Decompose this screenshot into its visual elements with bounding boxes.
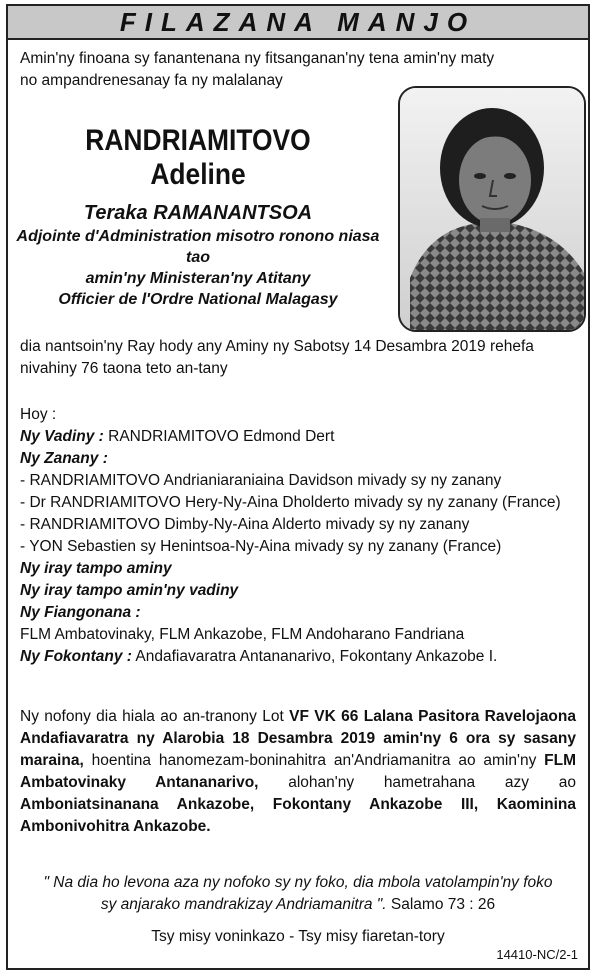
obituary-frame (6, 4, 590, 970)
funeral-text: hoentina hanomezam-boninahitra an'Andriamanitra ao amin'ny (83, 752, 545, 769)
funeral-details (20, 706, 576, 838)
deceased-title: amin'ny Ministeran'ny Atitany (85, 270, 311, 287)
family-list (20, 404, 576, 668)
death-notice-line: nivahiny 76 taona teto an-tany (20, 360, 228, 377)
scripture-quote (20, 872, 576, 916)
church-value: FLM Ambatovinaky, FLM Ankazobe, FLM Andoharano Fandriana (20, 626, 465, 643)
deceased-given-name: Adeline (150, 158, 246, 191)
spouse-row (20, 426, 576, 448)
spouse-value: RANDRIAMITOVO Edmond Dert (103, 428, 335, 445)
quote-line (20, 894, 576, 916)
reference-code: 14410-NC/2-1 (496, 947, 578, 962)
spouse-label: Ny Vadiny : (20, 428, 104, 445)
intro-line: no ampandrenesanay fa ny malalanay (20, 72, 283, 89)
fokontany-value: Andafiavaratra Antananarivo, Fokontany Ankazobe I. (131, 648, 498, 665)
deceased-maiden-name: Teraka RAMANANTSOA (83, 202, 313, 224)
deceased-title: Adjointe d'Administration misotro ronono niasa tao (16, 228, 380, 266)
portrait-image (400, 88, 584, 330)
child-item: - Dr RANDRIAMITOVO Hery-Ny-Aina Dholderto mivady sy ny zanany (France) (20, 494, 561, 511)
funeral-text: Ny nofony dia hiala ao an-tranony Lot (20, 708, 290, 725)
church-label: Ny Fiangonana : (20, 604, 141, 621)
funeral-church: FLM Ambatovinaky Antananarivo, (20, 752, 576, 791)
death-notice (20, 336, 576, 380)
children-label: Ny Zanany : (20, 450, 108, 467)
deceased-surname: RANDRIAMITOVO (85, 124, 311, 157)
fokontany-label: Ny Fokontany : (20, 648, 132, 665)
child-item: - RANDRIAMITOVO Dimby-Ny-Aina Alderto mivady sy ny zanany (20, 516, 470, 533)
child-item: - YON Sebastien sy Henintsoa-Ny-Aina mivady sy ny zanany (France) (20, 538, 502, 555)
spouse-siblings-label: Ny iray tampo amin'ny vadiny (20, 582, 239, 599)
child-item: - RANDRIAMITOVO Andrianiaraniaina Davidson mivady sy ny zanany (20, 472, 502, 489)
portrait-photo (398, 86, 586, 332)
hoy-label: Hoy : (20, 406, 57, 423)
quote-citation: Salamo 73 : 26 (386, 896, 496, 913)
header-title: FILAZANA MANJO (119, 6, 477, 37)
deceased-block (8, 124, 388, 310)
funeral-text: alohan'ny hametrahana azy ao (258, 774, 576, 791)
funeral-address: VF VK 66 Lalana Pasitora Ravelojaona Andafiavaratra ny Alarobia 18 Desambra 2019 amin'ny 6 ora sy sasany maraina, (20, 708, 576, 769)
intro-line: Amin'ny finoana sy fanantenana ny fitsanganan'ny tena amin'ny maty (20, 50, 495, 67)
quote-line: " Na dia ho levona aza ny nofoko sy ny foko, dia mbola vatolampin'ny foko (43, 874, 553, 891)
deceased-title: Officier de l'Ordre National Malagasy (58, 291, 338, 308)
burial-place: Amboniatsinanana Ankazobe, Fokontany Ankazobe III, Kaominina Ambonivohitra Ankazobe. (20, 796, 576, 835)
closing-note: Tsy misy voninkazo - Tsy misy fiaretan-tory (151, 928, 445, 945)
header-banner (8, 6, 588, 40)
quote-text: sy anjarako mandrakizay Andriamanitra ". (100, 896, 387, 913)
siblings-label: Ny iray tampo aminy (20, 560, 172, 577)
death-notice-line: dia nantsoin'ny Ray hody any Aminy ny Sabotsy 14 Desambra 2019 rehefa (20, 338, 534, 355)
fokontany-row (20, 646, 576, 668)
